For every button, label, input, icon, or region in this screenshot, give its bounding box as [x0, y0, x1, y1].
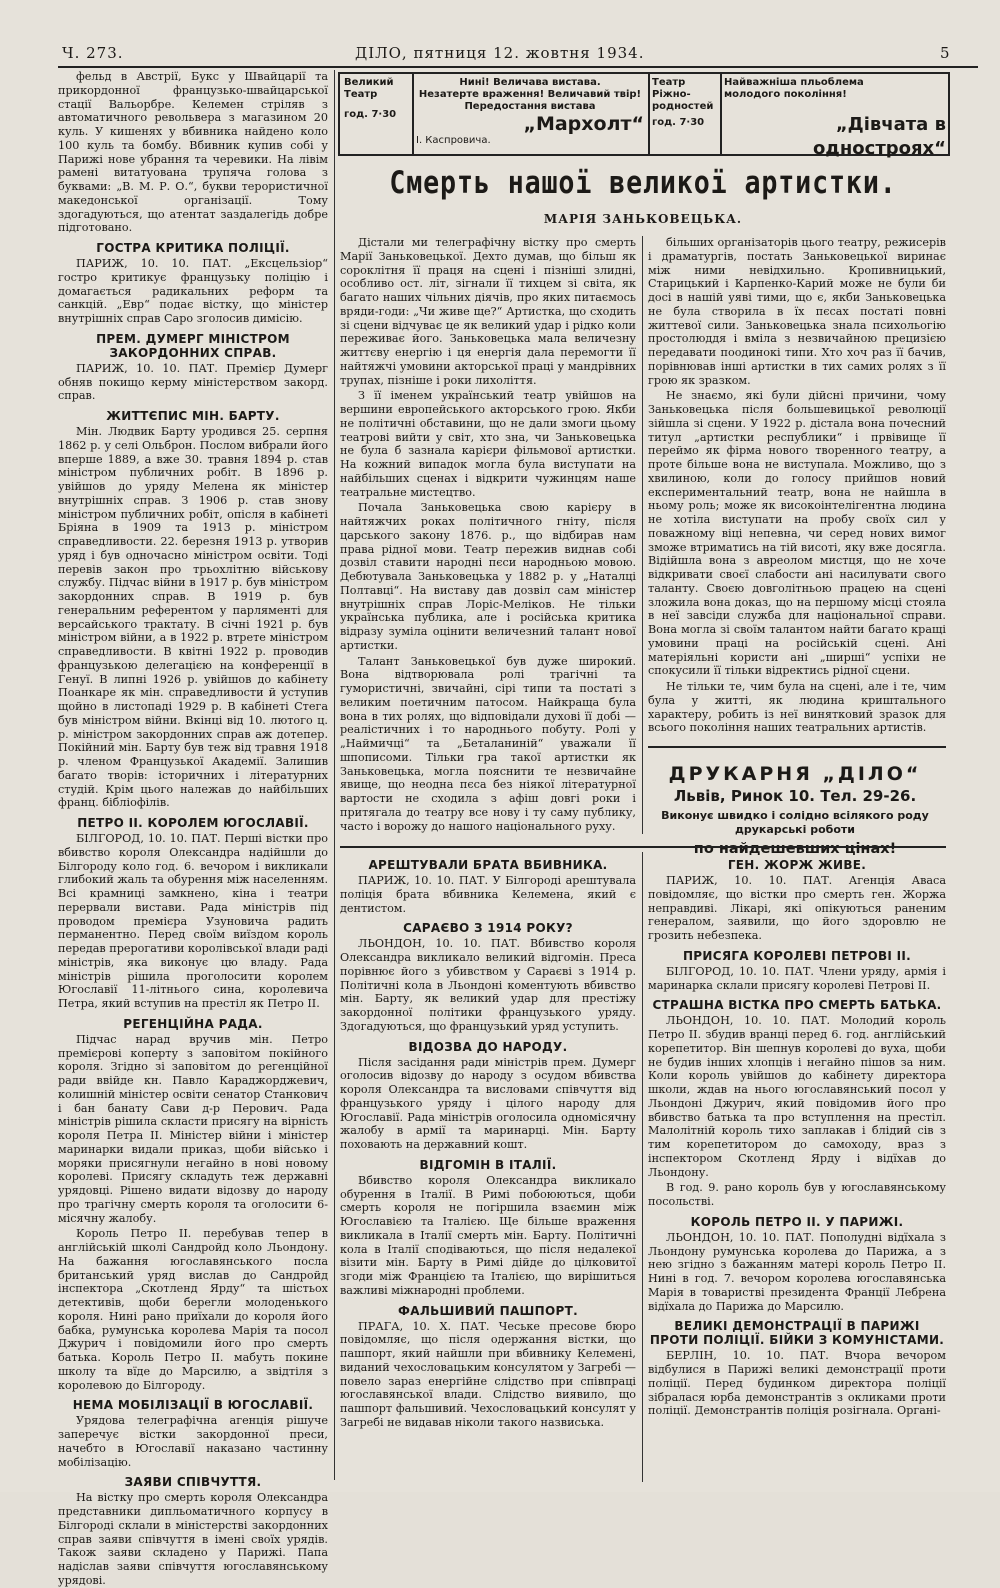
print-ad-name: ДРУКАРНЯ „ДІЛО“: [668, 763, 922, 785]
article-paragraph: ПАРИЖ, 10. 10. ПАТ. У Білгороді арештувала поліція брата вбивника Келемена, який є дентистом.: [340, 874, 636, 915]
main-article-paragraph: Почала Заньковецька свою карієру в найтяжчих роках політичного гніту, після царського закону 1876. р., що відбирав нам права рідної мови. Театр пережив виднав собі дозвіл ставити народні пєси народньою мовою. Дебютувала Заньковецька у 1882 р. у „Наталці Полтавці“. На виставу дав дозвіл сам міністер внутрішніх справ Лоріс-Меліков. Не тільки українська публика, але і російська критика відразу зуміла оцінити величезний талант нової артистки.: [340, 501, 636, 652]
article-paragraph: БІЛГОРОД, 10. 10. ПАТ. Перші вістки про вбивство короля Олександра надійшли до Білгороду коло год. 6. вечором і викликали глибокий жаль та обурення між населенням. Всі крамниці замкнено, кіна і театри перервали вистави. Рада міністрів під проводом премієра Узуновича радить перманентно. Перед своїм виїздом король передав прерогативи королівської влади раді міністрів, яка виконує цю владу. Рада міністрів рішила проголосити королем Югославії 11-літнього сина, королевича Петра, який вступив на престіл як Петро II.: [58, 832, 328, 1010]
article-heading: ГЕН. ЖОРЖ ЖИВЕ.: [727, 858, 867, 872]
article-paragraph: фельд в Австрії, Букс у Швайцарії та прикордонної французько-швайцарської стації Вальорбре. Келемен стріляв з автоматичного револьвера з магазином 20 куль. У кишенях у вбивника найдено коло 100 куль та бомбу. Вбивник купив собі у Парижі нове убрання та черевики. На лівім рамені витатуована трупяча голова з буквами: „В. М. Р. О.“, букви терористичної македонської організації. Тому здогадуються, що атентат заздалегідь добре підготовано.: [58, 70, 328, 235]
main-article-paragraph: Не знаємо, які були дійсні причини, чому Заньковецька після большевицької революції зійшла зі сцени. У 1922 р. дістала вона почесний титул „артистки республики“ і првівище її переймо як фірма нового творенного театру, а проте більше вона не виступала. Можливо, що з хвилиною, коли до голосу прийшов новий експериментальний театр, вона не найшла в ньому роль; може як високоінтелігентна людина не хотіла виступати на пробу своїх сил у поважному віці непевна, чи серед нових вимог зможе втриматись на тій висоті, яку вже досягла. Відійшла вона з авреолом мистця, що не хоче відкривати своєї слабости ані насилувати свого таланту. Своєю довголітньою працею на сцені зложила вона доказ, що на першому місці стояла в неї завсіди служба для національної справи. Вона могла зі своїм талантом найти багато кращі умовини праці на російській сцені. Ані матеріяльні користи ані „ширші“ успіхи не спокусили її тільки відректись рідної сцени.: [648, 389, 946, 678]
play1-author: І. Каспровича.: [416, 135, 491, 146]
column-rule-2: [642, 236, 643, 834]
play1-line2: Незатерте враження! Величавий твір!: [418, 89, 642, 100]
main-article-col1: [340, 236, 636, 834]
article-heading: КОРОЛЬ ПЕТРО II. У ПАРИЖІ.: [690, 1214, 904, 1229]
main-article-paragraph: З її іменем український театр увійшов на вершини европейського акторського грою. Якби не політичні обставини, що не дали змоги цьому театрові вийти у світ, хто зна, чи Заньковецька не була б зазнала карієри фільмової артистки. На кожний випадок могла була виступати на найбільших сценах і відкрити чужинцям наше театральне мистецтво.: [340, 389, 636, 499]
article-heading: ПРИСЯГА КОРОЛЕВІ ПЕТРОВІ II.: [682, 948, 912, 963]
article-paragraph: ПРАГА, 10. Х. ПАТ. Чеське пресове бюро повідомляє, що після одержання вістки, що пашпорт, який найшли при вбивнику Келемені, виданий чехословацьким консулятом у Загребі — повело зараз енергійне слідство при співпраці югославянської влади. Слідство виявило, що пашпорт фальшивий. Чехословацький консулят у Загребі не видавав ніколи такого назвиська.: [340, 1319, 636, 1429]
theatre1-time: год. 7·30: [344, 109, 397, 120]
main-article-col2: [648, 236, 946, 736]
article-heading: СТРАШНА ВІСТКА ПРО СМЕРТЬ БАТЬКА.: [652, 998, 942, 1013]
printing-house-ad: [645, 763, 945, 857]
article-heading: НЕМА МОБІЛІЗАЦІЇ В ЮГОСЛАВІЇ.: [72, 1398, 314, 1413]
article-paragraph: ЛЬОНДОН, 10. 10. ПАТ. Молодий король Петро II. збудив вранці перед 6. год. англійський корепетитор. Він шепнув королеві до вуха, щоби не будив інших хлопців і негайно пішов за ним. Коли король увійшов до кабінету директора школи, ждав на нього югославянський посол у Льондоні Джурич, який повідомив його про вбивство батька та про вступлення на престіл. Малолітній король тихо заплакав і блідий сів з тим корепетитором до самоходу, враз з інспектором Скотленд Ярду і відїхав до Льондону.: [648, 1014, 946, 1179]
article-paragraph: Мін. Людвик Барту уродився 25. серпня 1862 р. у селі Ольброн. Послом вибрали його вперше 1889, а вже 30. травня 1894 р. став міністром публичних робіт. В 1896 р. увійшов до уряду Мелена як міністер внутрішніх справ. З 1906 р. став знову міністром публичних робіт, опісля в кабінеті Бріяна в 1909 та 1913 р. міністром справедливости. 22. березня 1913 р. утворив уряд і був одночасно міністром освіти. Тоді перевів закон про трьохлітню військову службу. Підчас війни в 1917 р. був міністром закордонних справ. В 1919 р. був генеральним референтом у парляменті для версайського трактату. В січні 1921 р. був міністром війни, а в 1922 р. втрете міністром справедливости. В квітні 1922 р. проводив французькою делегацією на конференції в Генуї. В липні 1926 р. увійшов до кабінету Поанкаре як мін. справедливости й уступив щойно в листопаді 1929 р. В кабінеті Стега був міністром війни. Вкінці від 10. лютого ц. р. міністром закордонних справ аж дотепер. Покійний мін. Барту був теж від травня 1918 р. членом Французької Академії. Залишив багато творів: історичних і літературних студій. Крім цього належав до найбільших франц. бібліофілів.: [58, 425, 328, 810]
left-column: [58, 70, 328, 1587]
play2-title: „Дівчата в одностроях“: [812, 114, 946, 159]
page-number: 5: [940, 44, 951, 62]
article-paragraph: ЛЬОНДОН, 10. 10. ПАТ. Пополудні відїхала з Льондону румунська королева до Парижа, а з нею згідно з бажанням матері король Петро II. Нині в год. 7. вечором королева югославянська Марія в товаристві президента Франції Лебрена відїхала до Парижа до Марсилю.: [648, 1230, 946, 1313]
print-ad-address: Львів, Ринок 10. Тел. 29-26.: [673, 787, 917, 805]
ad-rule-top: [648, 746, 946, 748]
article-paragraph: Підчас нарад вручив мін. Петро премієрові коперту з заповітом покійного короля. Згідно зі заповітом до регенційної ради ввійде кн. Павло Караджорджевич, колишній міністер освіти сенатор Станкович і бан банату Сави д-р Перович. Рада міністрів рішила скласти присягу на вірність короля Петра II. Міністер війни і міністер маринарки видали приказ, щоби військо і моряки присягнули негайно в нові новому королеві. Присягу складуть теж державні урядовці. Рішено видати відозву до народу про трагічну смерть короля та оголосити 6-місячну жалобу.: [58, 1032, 328, 1225]
article-heading: ВІДОЗВА ДО НАРОДУ.: [408, 1039, 568, 1054]
play1-cell: [412, 74, 650, 154]
article-paragraph: БІЛГОРОД, 10. 10. ПАТ. Члени уряду, армія і маринарка склали присягу королеві Петрові II.: [648, 964, 946, 992]
article-paragraph: Урядова телеграфічна агенція рішуче заперечує вістки закордонної преси, начебто в Югославії наказано частинну мобілізацію.: [58, 1414, 328, 1469]
play1-line3: Передостання вистава: [464, 101, 596, 112]
theatre2-time: год. 7·30: [652, 117, 705, 128]
page-header: [0, 40, 1000, 68]
article-heading: ЖИТТЄПИС МІН. БАРТУ.: [106, 409, 280, 423]
main-article-paragraph: Не тільки те, чим була на сцені, але і те, чим була у житті, як людина криштального характеру, робить із неї винятковий зразок для всього покоління наших театральних артистів.: [648, 680, 946, 735]
article-paragraph: ПАРИЖ, 10. 10. ПАТ. „Ексцельзіор“ гостро критикує французьку поліцію і домагається радикальних реформ та санкцій. „Евр“ подає вістку, що міністер внутрішніх справ Саро зголосив димісію.: [58, 257, 328, 325]
main-headline: Смерть нашої великої артистки.: [389, 165, 897, 201]
article-paragraph: В год. 9. рано король був у югославянському посольстві.: [648, 1181, 946, 1208]
article-paragraph: Після засідання ради міністрів прем. Думерг оголосив відозву до народу з осудом вбивства короля Олександра та висловами співчуття від французького уряду і цілого народу для Югославії. Рада міністрів оголосила одномісячну жалобу в армії та маринарці. Мін. Барту поховають на державний кошт.: [340, 1055, 636, 1151]
main-subtitle: МАРІЯ ЗАНЬКОВЕЦЬКА.: [543, 212, 743, 226]
theatre2-cell: [648, 74, 722, 154]
column-rule-3: [642, 852, 643, 1482]
play2-line1: Найважніша пльоблема: [724, 77, 864, 88]
theatre-ads-banner: [338, 72, 950, 159]
article-heading: ВІДГОМІН В ІТАЛІЇ.: [419, 1157, 557, 1172]
article-heading: АРЕШТУВАЛИ БРАТА ВБИВНИКА.: [368, 858, 608, 872]
theatre1-cell: [340, 74, 414, 154]
main-article-paragraph: Талант Заньковецької був дуже широкий. Вона відтворювала ролі трагічні та гумористичні, звичайні, сірі типи та постаті з великим поетичним патосом. Найкраща була вона в тих ролях, що відповідали духові її добі — реалістичних і то народнього побуту. Ролі у „Наймичці“ та „Беталаниній“ уважали її шпописоми. Тільки гра такої артистки як Заньковецька, могла пояснити те незвичайне явище, що неодна пєса без ніякої літературної вартости не сходила з афіш довгі роки і притягала до театру все нову і ту саму публику, часто і ворожу до нашого національного руху.: [340, 654, 636, 833]
article-heading: ПЕТРО II. КОРОЛЕМ ЮГОСЛАВІЇ.: [77, 816, 309, 830]
play2-cell: [720, 74, 950, 159]
masthead-date: ДІЛО, пятниця 12. жовтня 1934.: [355, 44, 645, 62]
header-rule: [58, 66, 978, 68]
right-lower-column: [648, 852, 946, 1482]
article-paragraph: ПАРИЖ, 10. 10. ПАТ. Агенція Аваса повідомляє, що вістки про смерть ген. Жоржа неправдиві. Лікарі, які опікуються раненим генералом, заявили, що його здоровлю не грозить небезпека.: [648, 874, 946, 942]
theatre1-name: Великий Театр: [344, 77, 394, 100]
main-article-paragraph: більших організаторів цього театру, режисерів і драматургів, постать Заньковецької виринає між ними невідхильно. Кропивницький, Старицький і Карпенко-Карий може не були би досі в нашій уяві тими, що є, якби Заньковецька не була створила в їх пєсах постаті повні життевої сили. Заньковецька знала психольогію простолюддя і вміла з незвичайною прецизією передавати поодинокі типи. Хто хоч раз її бачив, порівнював інші артистки в тих самих ролях з її грою як зразком.: [648, 236, 946, 387]
print-ad-prices: по найдешевших цінах!: [693, 841, 897, 857]
article-heading: РЕГЕНЦІЙНА РАДА.: [123, 1016, 263, 1031]
theatre2-name: Театр Ріжно-родностей: [652, 77, 714, 112]
article-paragraph: БЕРЛІН, 10. 10. ПАТ. Вчора вечором відбулися в Парижі великі демонстрації проти поліції. Перед будинком директора поліції зібралася юрба демонстрантів з окликами проти поліції. Демонстрантів поліція розігнала. Органі-: [648, 1349, 946, 1418]
article-heading: САРАЄВО З 1914 РОКУ?: [403, 921, 573, 936]
play1-title: „Мархолт“: [523, 113, 644, 135]
article-heading: ПРЕМ. ДУМЕРГ МІНІСТРОМ ЗАКОРДОННИХ СПРАВ.: [96, 331, 290, 360]
middle-lower-column: [340, 852, 636, 1482]
article-heading: ГОСТРА КРИТИКА ПОЛІЦІЇ.: [96, 241, 290, 255]
print-ad-services: Виконує швидко і солідно всілякого роду друкарські роботи: [661, 809, 929, 836]
section-rule: [340, 846, 946, 848]
column-rule-1: [334, 70, 335, 1480]
article-heading: ВЕЛИКІ ДЕМОНСТРАЦІЇ В ПАРИЖІ ПРОТИ ПОЛІЦІЇ. БІЙКИ З КОМУНІСТАМИ.: [649, 1319, 945, 1348]
article-heading: ЗАЯВИ СПІВЧУТТЯ.: [124, 1475, 262, 1490]
main-article-paragraph: Дістали ми телеграфічну вістку про смерть Марії Заньковецької. Дехто думав, що більш як сороклітня її праця на сцені і пізніші злидні, особливо ост. літ, зігнали її тихцем зі світа, як багато наших чільних діячів, про яких питаємось вряди-годи: „Чи живе ще?“ Артистка, що сходить зі сцени відчуває це як великий удар і рідко коли переживає його. Заньковецька мала величезну життєву енергію і ця енергія дала перемогти її найтяжчі умовини акторської праці у мандрівних трупах, пізніше і роки лихоліття.: [340, 236, 636, 387]
article-paragraph: На вістку про смерть короля Олександра представники дипльоматичного корпусу в Білгороді склали в міністерстві закордонних справ заяви співчуття в імені своїх урядів. Також заяви складено у Парижі. Папа надіслав заяви співчуття югославянському урядові.: [58, 1491, 328, 1587]
article-paragraph: Король Петро II. перебував тепер в англійській школі Сандройд коло Льондону. На бажання югославянського посла британський уряд вислав до Сандройд інспектора „Скотленд Ярду“ та шістьох детективів, щоби берегли молоденького короля. Нині рано приїхали до короля його бабка, румунська королева Марія та посол Джурич і повідомили його про смерть батька. Король Петро II. мабуть покине школу та вїде до Марсилю, а звідтіля з королевою до Білгороду.: [58, 1227, 328, 1392]
article-paragraph: ПАРИЖ, 10. 10. ПАТ. Премієр Думерг обняв покищо керму міністерством закорд. справ.: [58, 361, 328, 403]
issue-number: Ч. 273.: [62, 44, 124, 62]
article-paragraph: ЛЬОНДОН, 10. 10. ПАТ. Вбивство короля Олександра викликало великий відгомін. Преса порівнює його з убивством у Сараєві з 1914 р. Політичні кола в Льондоні коментують вбивство мін. Барту, як великий удар для престіжу закордонної політики французького уряду. Здогадуються, що французький уряд уступить.: [340, 937, 636, 1033]
article-heading: ФАЛЬШИВИЙ ПАШПОРТ.: [398, 1303, 578, 1318]
play1-line1: Нині! Величава вистава.: [459, 77, 601, 88]
play2-line2: молодого покоління!: [724, 89, 847, 100]
article-paragraph: Вбивство короля Олександра викликало обурення в Італії. В Римі побоюються, щоби смерть короля не погіршила взаємин між Югославією та Італією. Ще більше враження викликала в Італії смерть мін. Барту. Політичні кола в Італії сподіваються, що після недалекої візити мін. Барту в Римі дійде до цілковитої згоди між Францією та Італією, що вирішиться важливі міжнародні проблеми.: [340, 1173, 636, 1297]
